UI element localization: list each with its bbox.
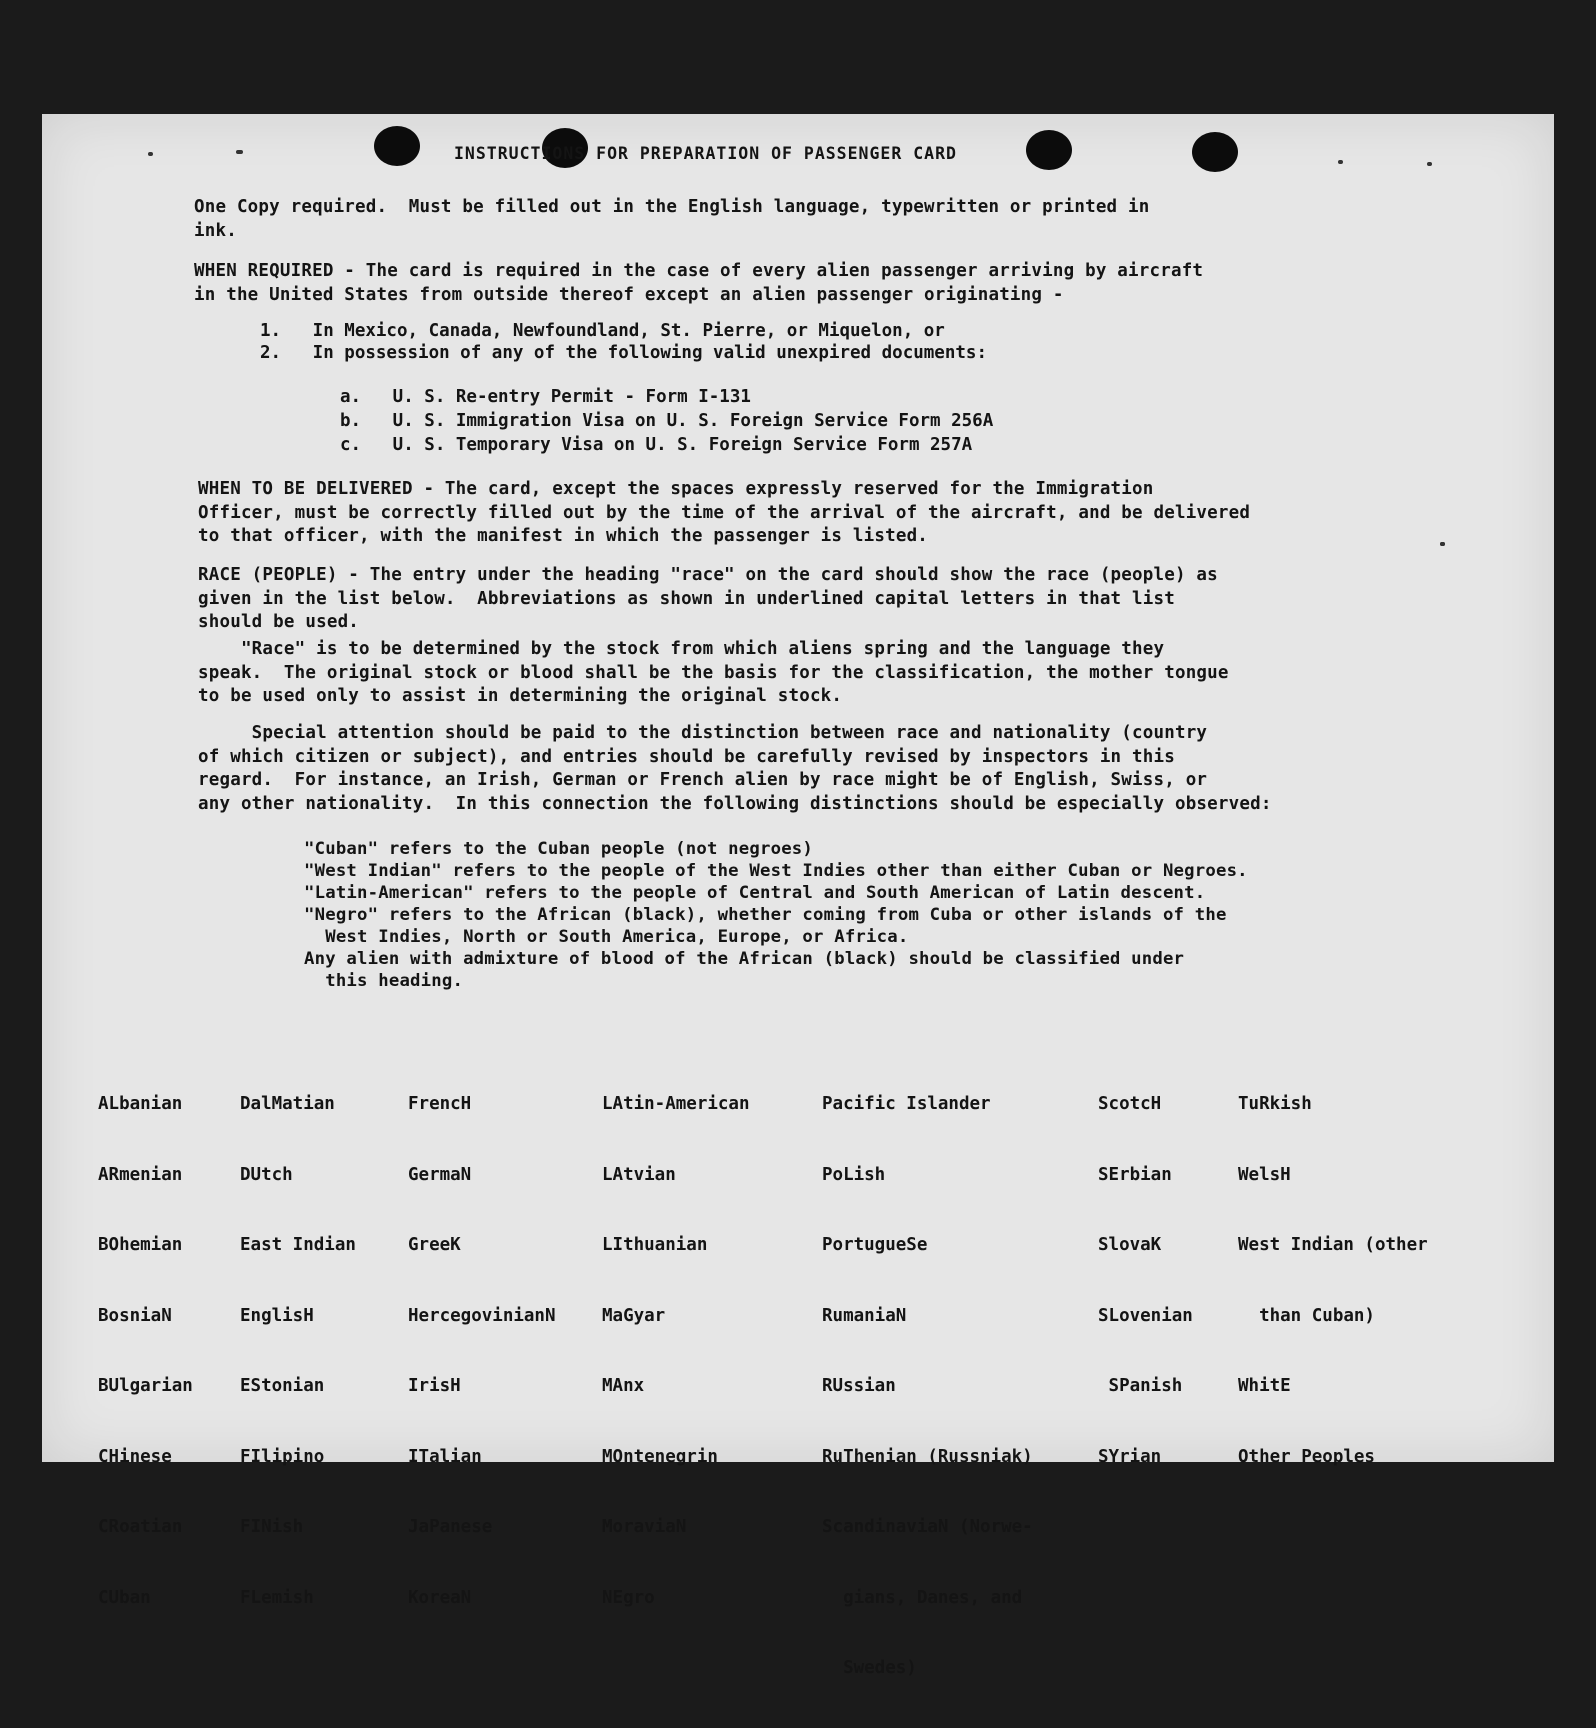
race-column-6 bbox=[1098, 1046, 1193, 1516]
race-entry: PortugueSe bbox=[822, 1235, 928, 1255]
document-title: INSTRUCTIONS FOR PREPARATION OF PASSENGER CARD bbox=[454, 144, 957, 163]
race-column-5 bbox=[822, 1046, 1033, 1728]
paragraph-copy-requirement: One Copy required. Must be filled out in the English language, typewritten or printed in ink. bbox=[194, 197, 1150, 241]
race-column-7 bbox=[1238, 1046, 1428, 1516]
punch-hole-icon bbox=[1192, 132, 1238, 172]
race-entry: CHinese bbox=[98, 1446, 172, 1467]
race-column-1 bbox=[98, 1046, 193, 1657]
race-entry: NEgro bbox=[602, 1587, 655, 1608]
race-entry: SYrian bbox=[1098, 1446, 1162, 1467]
race-entry: than Cuban) bbox=[1238, 1305, 1375, 1326]
race-entry: FINish bbox=[240, 1517, 304, 1537]
race-entry: FrencH bbox=[408, 1094, 472, 1114]
race-entry: ALbanian bbox=[98, 1094, 183, 1114]
race-entry: BUlgarian bbox=[98, 1376, 193, 1396]
ink-dot bbox=[236, 150, 243, 154]
list-item-document: b. U. S. Immigration Visa on U. S. Foreign Service Form 256A bbox=[340, 411, 994, 431]
list-item-document: a. U. S. Re-entry Permit - Form I-131 bbox=[340, 387, 751, 407]
race-entry: ScandinaviaN (Norwe- bbox=[822, 1517, 1033, 1537]
document-page bbox=[42, 114, 1554, 1678]
race-entry: JaPanese bbox=[408, 1517, 493, 1537]
race-entry: ARmenian bbox=[98, 1164, 183, 1185]
race-entry: EnglisH bbox=[240, 1305, 314, 1326]
race-entry: LIthuanian bbox=[602, 1235, 708, 1255]
race-entry: PoLish bbox=[822, 1164, 886, 1185]
race-entry: DalMatian bbox=[240, 1094, 335, 1114]
race-column-4 bbox=[602, 1046, 750, 1657]
paragraph-race-people: RACE (PEOPLE) - The entry under the heading "race" on the card should show the race (people) as given in the list below. Abbreviations as shown in underlined capital letters in that list should be used. bbox=[198, 565, 1218, 632]
race-entry: RuThenian (Russniak) bbox=[822, 1446, 1033, 1467]
list-item-origin: 2. In possession of any of the following valid unexpired documents: bbox=[260, 343, 987, 363]
race-entry: West Indian (other bbox=[1238, 1235, 1428, 1255]
race-entry: HercegovinianN bbox=[408, 1305, 556, 1326]
race-entry: GermaN bbox=[408, 1164, 472, 1185]
ink-dot bbox=[148, 152, 153, 156]
race-entry: SlovaK bbox=[1098, 1235, 1162, 1255]
race-entry: WhitE bbox=[1238, 1376, 1291, 1396]
race-entry: FLemish bbox=[240, 1587, 314, 1608]
race-entry: MaGyar bbox=[602, 1305, 666, 1326]
race-entry: DUtch bbox=[240, 1164, 293, 1185]
race-entry: gians, Danes, and bbox=[822, 1587, 1023, 1608]
race-entry: LAtin-American bbox=[602, 1094, 750, 1114]
race-entry: RumaniaN bbox=[822, 1305, 907, 1326]
race-entry: MoraviaN bbox=[602, 1517, 687, 1537]
race-entry: East Indian bbox=[240, 1235, 356, 1255]
race-entry: WelsH bbox=[1238, 1164, 1291, 1185]
distinctions-list: "Cuban" refers to the Cuban people (not negroes) "West Indian" refers to the people of the West Indies other than either Cuban or Negroes. "Latin-American" refers to the people of Central and South American of Latin descent. "Negro" refers to the African (black), whether coming from Cuba or other islands of the West Indies, North or South America, Europe, or Africa. Any alien with admixture of blood of the African (black) should be classified under this heading. bbox=[304, 839, 1248, 991]
race-entry: IrisH bbox=[408, 1376, 461, 1396]
race-entry: SErbian bbox=[1098, 1164, 1172, 1185]
race-column-2 bbox=[240, 1046, 356, 1657]
race-entry: BOhemian bbox=[98, 1235, 183, 1255]
race-entry: EStonian bbox=[240, 1376, 325, 1396]
paragraph-when-required: WHEN REQUIRED - The card is required in the case of every alien passenger arriving by aircraft in the United States from outside thereof except an alien passenger originating - bbox=[194, 261, 1204, 305]
punch-hole-icon bbox=[1026, 130, 1072, 170]
list-item-document: c. U. S. Temporary Visa on U. S. Foreign Service Form 257A bbox=[340, 435, 973, 455]
ink-dot bbox=[1440, 542, 1445, 546]
race-entry: LAtvian bbox=[602, 1164, 676, 1185]
race-column-3 bbox=[408, 1046, 556, 1657]
race-entry: ITalian bbox=[408, 1446, 482, 1467]
race-entry: Other Peoples bbox=[1238, 1446, 1375, 1467]
paragraph-when-delivered: WHEN TO BE DELIVERED - The card, except the spaces expressly reserved for the Immigration Officer, must be correctly filled out by the time of the arrival of the aircraft, and be delivered to that officer, with the manifest in which the passenger is listed. bbox=[198, 479, 1251, 546]
race-entry: RUssian bbox=[822, 1376, 896, 1396]
race-entry: Pacific Islander bbox=[822, 1094, 991, 1114]
list-item-origin: 1. In Mexico, Canada, Newfoundland, St. Pierre, or Miquelon, or bbox=[260, 321, 945, 341]
punch-hole-icon bbox=[374, 126, 420, 166]
race-entry: FIlipino bbox=[240, 1446, 325, 1467]
race-entry: MOntenegrin bbox=[602, 1446, 718, 1467]
race-entry: GreeK bbox=[408, 1235, 461, 1255]
race-entry: CUban bbox=[98, 1587, 151, 1608]
ink-dot bbox=[1427, 162, 1432, 166]
race-entry: BosniaN bbox=[98, 1305, 172, 1326]
paragraph-race-stock: "Race" is to be determined by the stock from which aliens spring and the language they speak. The original stock or blood shall be the basis for the classification, the mother tongue to be used only to assist in determining the original stock. bbox=[198, 639, 1229, 706]
race-entry: TuRkish bbox=[1238, 1094, 1312, 1114]
race-entry: CRoatian bbox=[98, 1517, 183, 1537]
race-entry: MAnx bbox=[602, 1376, 645, 1396]
ink-dot bbox=[1338, 160, 1343, 164]
race-entry: SPanish bbox=[1098, 1376, 1183, 1396]
race-entry: ScotcH bbox=[1098, 1094, 1162, 1114]
race-entry: SLovenian bbox=[1098, 1305, 1193, 1326]
paragraph-special-attention: Special attention should be paid to the distinction between race and nationality (country of which citizen or subject), and entries should be carefully revised by inspectors in this regard. For instance, an Irish, German or French alien by race might be of English, Swiss, or any other nationality. In this connection the following distinctions should be especially observed: bbox=[198, 723, 1272, 814]
race-entry: Swedes) bbox=[822, 1658, 917, 1678]
race-entry: KoreaN bbox=[408, 1587, 472, 1608]
